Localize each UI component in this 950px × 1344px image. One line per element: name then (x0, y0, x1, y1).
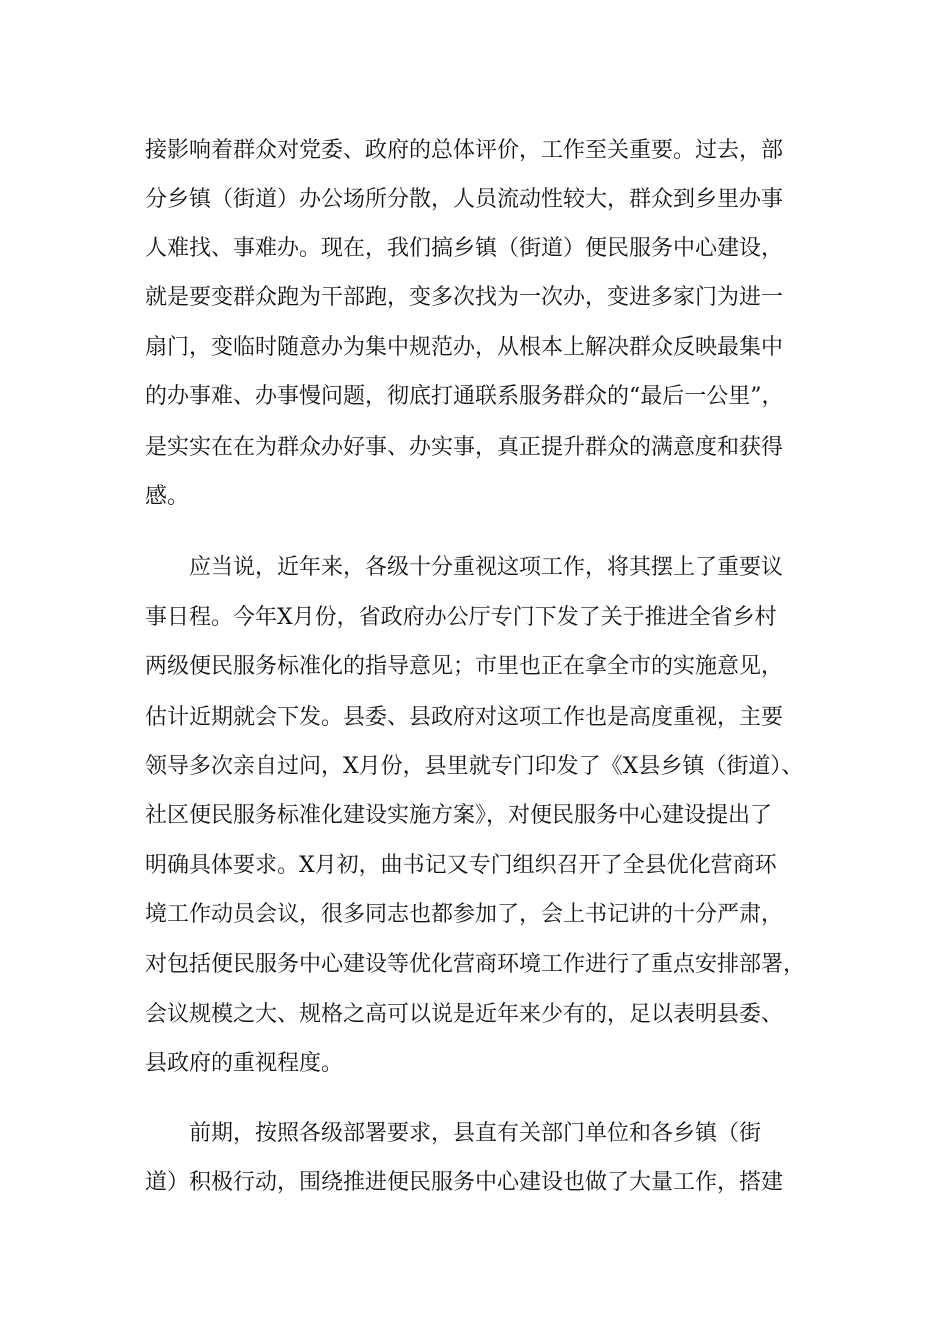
paragraph-1-line-8: 感。 (145, 484, 190, 509)
paragraph-1-line-2: 分乡镇（街道）办公场所分散，人员流动性较大，群众到乡里办事 (145, 187, 784, 212)
paragraph-3-line-2: 道）积极行动，围绕推进便民服务中心建设也做了大量工作，搭建 (145, 1170, 784, 1195)
paragraph-2-line-5: 领导多次亲自过问，X月份，县里就专门印发了《X县乡镇（街道）、 (145, 754, 804, 779)
paragraph-2-line-10: 会议规模之大、规格之高可以说是近年来少有的，足以表明县委、 (145, 1002, 784, 1027)
paragraph-3-line-1: 前期，按照各级部署要求，县直有关部门单位和各乡镇（街 (189, 1121, 762, 1146)
paragraph-2-line-4: 估计近期就会下发。县委、县政府对这项工作也是高度重视，主要 (145, 705, 784, 730)
paragraph-1-line-3: 人难找、事难办。现在，我们搞乡镇（街道）便民服务中心建设， (145, 236, 784, 261)
paragraph-2-line-2: 事日程。今年X月份，省政府办公厅专门下发了关于推进全省乡村 (145, 605, 777, 630)
paragraph-2-line-6: 社区便民服务标准化建设实施方案》，对便民服务中心建设提出了 (145, 803, 773, 828)
paragraph-2-line-3: 两级便民服务标准化的指导意见；市里也正在拿全市的实施意见， (145, 654, 784, 679)
paragraph-1-line-6: 的办事难、办事慢问题，彻底打通联系服务群众的“最后一公里”， (145, 384, 784, 409)
paragraph-1-line-5: 扇门，变临时随意办为集中规范办，从根本上解决群众反映最集中 (145, 335, 784, 360)
paragraph-2-line-1: 应当说，近年来，各级十分重视这项工作，将其摆上了重要议 (189, 555, 784, 580)
paragraph-2-line-11: 县政府的重视程度。 (145, 1051, 344, 1076)
paragraph-1-line-7: 是实实在在为群众办好事、办实事，真正提升群众的满意度和获得 (145, 435, 784, 460)
paragraph-2-line-9: 对包括便民服务中心建设等优化营商环境工作进行了重点安排部署， (145, 952, 806, 977)
paragraph-2-line-8: 境工作动员会议，很多同志也都参加了，会上书记讲的十分严肃， (145, 902, 784, 927)
paragraph-1-line-1: 接影响着群众对党委、政府的总体评价，工作至关重要。过去，部 (145, 138, 784, 163)
paragraph-1-line-4: 就是要变群众跑为干部跑，变多次找为一次办，变进多家门为进一 (145, 285, 784, 310)
paragraph-2-line-7: 明确具体要求。X月初，曲书记又专门组织召开了全县优化营商环 (145, 853, 777, 878)
